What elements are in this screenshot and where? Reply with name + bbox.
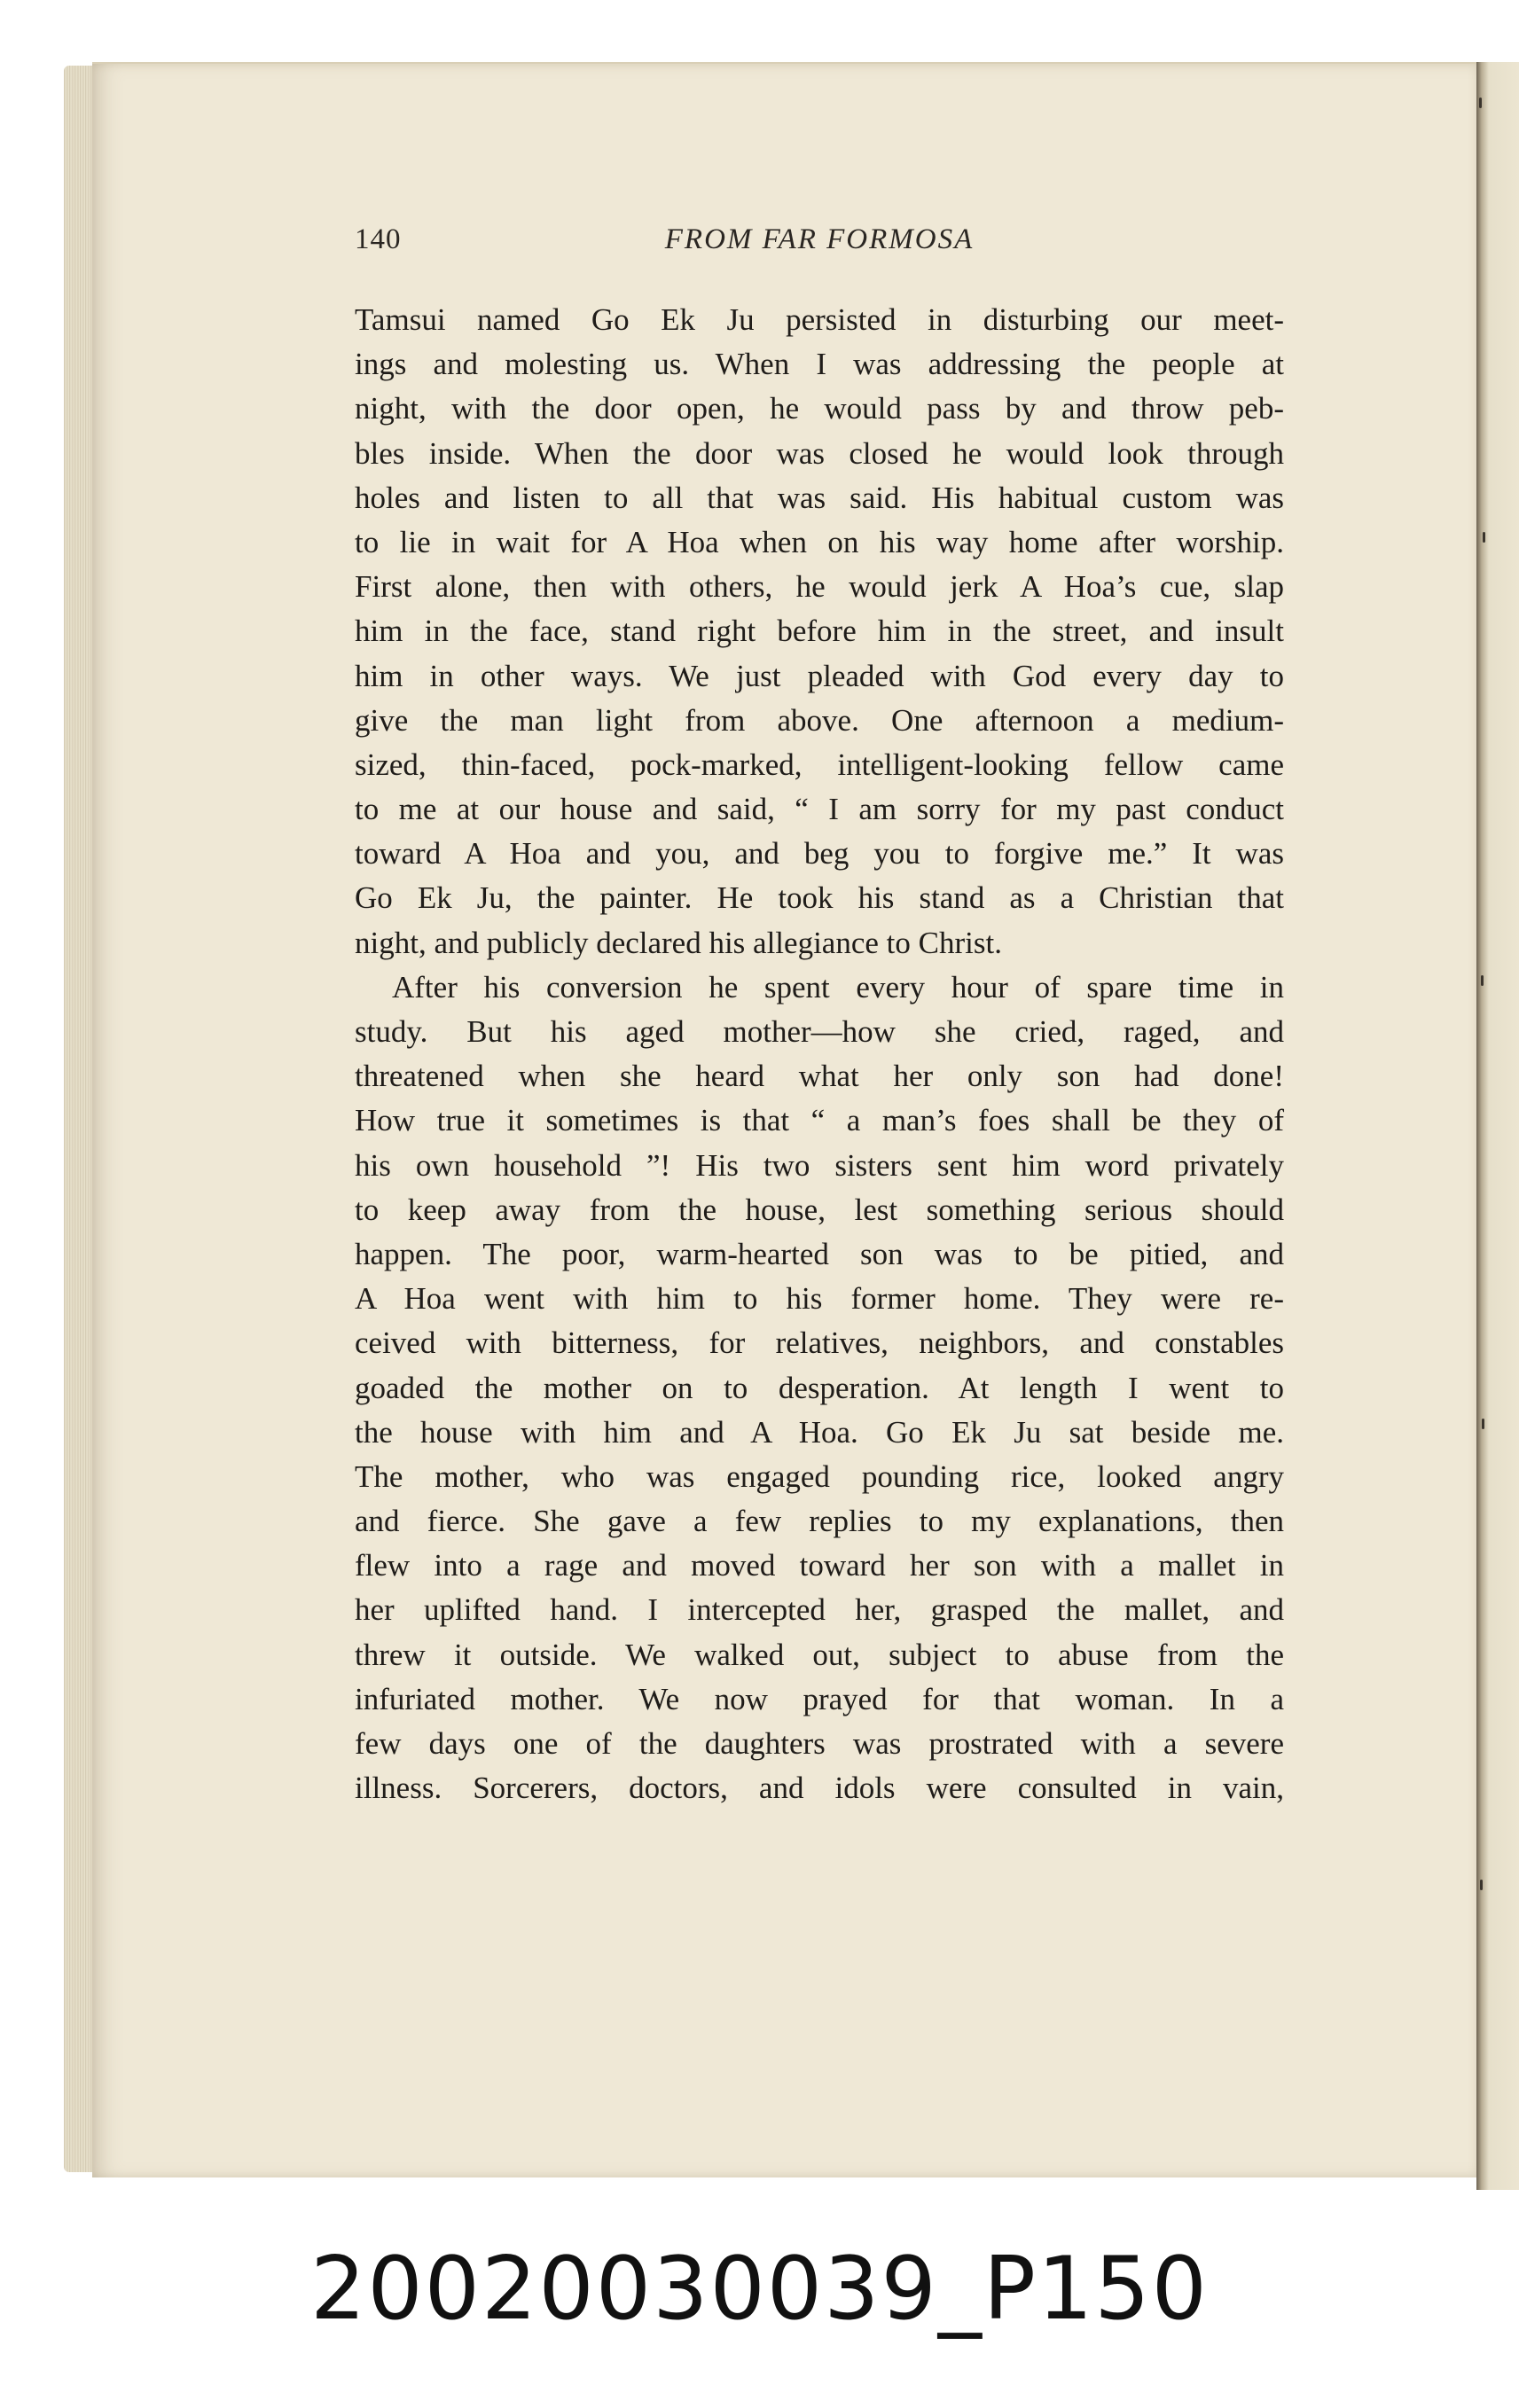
page-speck [1483, 532, 1485, 543]
text-line: illness. Sorcerers, doctors, and idols were consulted in vain, [355, 1771, 1284, 1806]
text-line: Go Ek Ju, the painter. He took his stand as a Christian that [355, 880, 1284, 916]
text-line: night, with the door open, he would pass by and throw peb- [355, 391, 1284, 426]
text-line: First alone, then with others, he would jerk A Hoa’s cue, slap [355, 569, 1284, 605]
running-title: FROM FAR FORMOSA [664, 223, 975, 255]
page-speck [1482, 1419, 1484, 1429]
text-line: sized, thin-faced, pock-marked, intelligent-looking fellow came [355, 747, 1284, 782]
text-line: give the man light from above. One afternoon a medium- [355, 702, 1284, 738]
text-line: threw it outside. We walked out, subject to abuse from the [355, 1637, 1284, 1672]
text-line: toward A Hoa and you, and beg you to forgive me.” It was [355, 836, 1284, 872]
body-text [355, 298, 1284, 1810]
text-line: threatened when she heard what her only son had done! [355, 1059, 1284, 1094]
page-speck [1480, 1880, 1483, 1890]
text-line: to keep away from the house, lest something serious should [355, 1192, 1284, 1227]
text-line: night, and publicly declared his allegiance to Christ. [355, 925, 1002, 960]
text-line: happen. The poor, warm-hearted son was to be pitied, and [355, 1236, 1284, 1271]
text-line: to me at our house and said, “ I am sorry for my past conduct [355, 792, 1284, 827]
text-line: flew into a rage and moved toward her son with a mallet in [355, 1548, 1284, 1583]
text-line: A Hoa went with him to his former home. They were re- [355, 1281, 1284, 1317]
text-line: bles inside. When the door was closed he would look through [355, 435, 1284, 471]
text-line: to lie in wait for A Hoa when on his way home after worship. [355, 524, 1284, 559]
text-line: holes and listen to all that was said. His habitual custom was [355, 480, 1284, 515]
page-number: 140 [355, 223, 402, 255]
text-line: goaded the mother on to desperation. At length I went to [355, 1370, 1284, 1405]
text-line: Tamsui named Go Ek Ju persisted in disturbing our meet- [355, 302, 1284, 337]
text-line: him in other ways. We just pleaded with God every day to [355, 658, 1284, 693]
text-line: After his conversion he spent every hour of spare time in [392, 969, 1284, 1005]
text-line: infuriated mother. We now prayed for that woman. In a [355, 1681, 1284, 1716]
page-speck [1481, 975, 1484, 986]
running-head [355, 223, 1284, 259]
text-line: ceived with bitterness, for relatives, neighbors, and constables [355, 1325, 1284, 1361]
text-line: him in the face, stand right before him in the street, and insult [355, 614, 1284, 649]
text-line: How true it sometimes is that “ a man’s foes shall be they of [355, 1103, 1284, 1138]
text-line: study. But his aged mother—how she cried, raged, and [355, 1014, 1284, 1049]
text-line: and fierce. She gave a few replies to my explanations, then [355, 1504, 1284, 1539]
image-id-caption: 20020030039_P150 [309, 2239, 1209, 2340]
text-line: her uplifted hand. I intercepted her, grasped the mallet, and [355, 1592, 1284, 1628]
text-line: the house with him and A Hoa. Go Ek Ju sat beside me. [355, 1414, 1284, 1450]
facing-page-edge [1476, 62, 1519, 2190]
text-line: few days one of the daughters was prostrated with a severe [355, 1726, 1284, 1761]
page-speck [1479, 98, 1482, 108]
text-line: ings and molesting us. When I was addressing the people at [355, 347, 1284, 382]
text-line: his own household ”! His two sisters sent him word privately [355, 1147, 1284, 1183]
text-line: The mother, who was engaged pounding rice, looked angry [355, 1458, 1284, 1494]
